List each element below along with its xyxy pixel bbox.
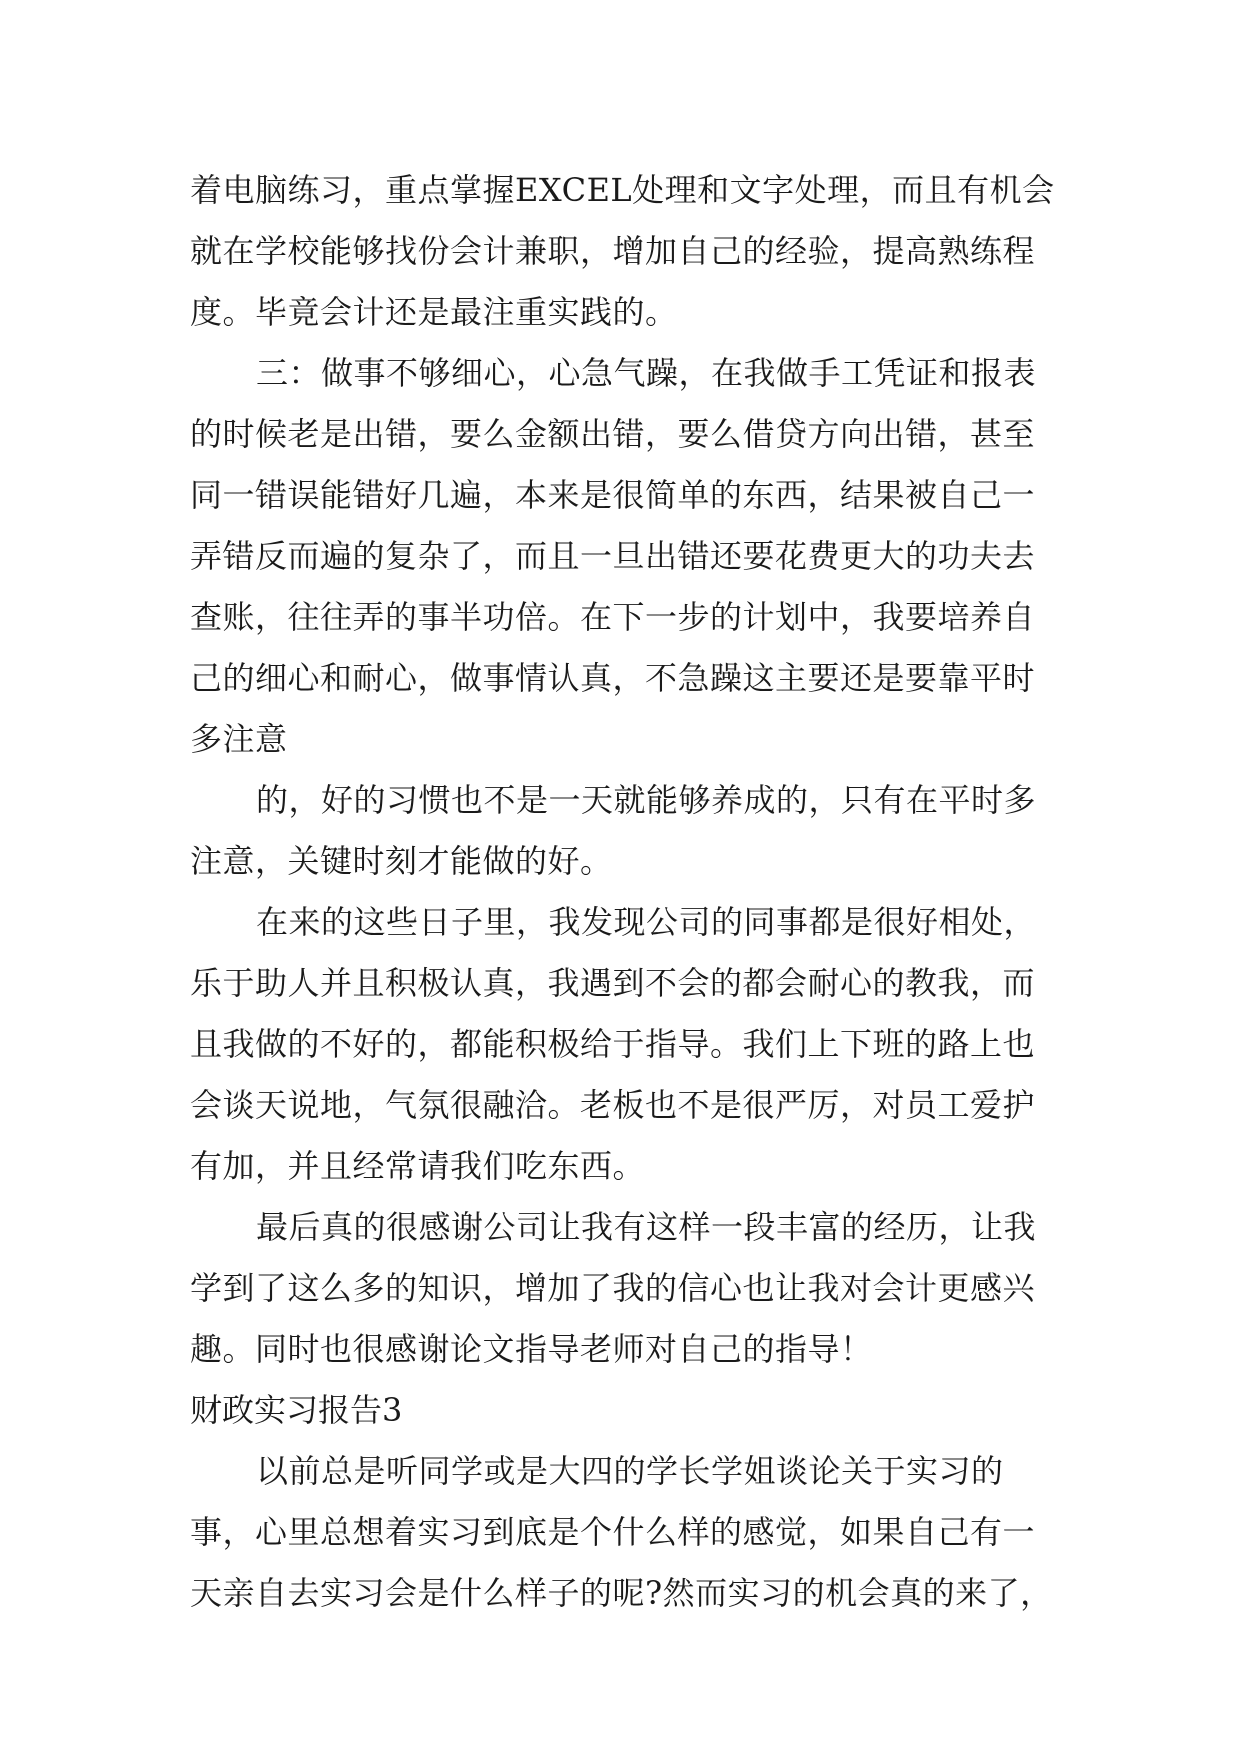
text-line: 的，好的习惯也不是一天就能够养成的，只有在平时多 [256,781,1037,819]
text-line: 有加，并且经常请我们吃东西。 [190,1147,646,1185]
text-line: 事，心里总想着实习到底是个什么样的感觉，如果自己有一 [190,1513,1036,1551]
text-line: 在来的这些日子里，我发现公司的同事都是很好相处， [256,903,1037,941]
text-line: 查账，往往弄的事半功倍。在下一步的计划中，我要培养自 [190,598,1036,636]
text-line: 着电脑练习，重点掌握EXCEL处理和文字处理，而且有机会 [190,171,1055,209]
text-line: 多注意 [190,720,288,758]
text-line: 就在学校能够找份会计兼职，增加自己的经验，提高熟练程 [190,232,1036,270]
text-line: 乐于助人并且积极认真，我遇到不会的都会耐心的教我，而 [190,964,1036,1002]
text-line: 会谈天说地，气氛很融洽。老板也不是很严厉，对员工爱护 [190,1086,1036,1124]
text-line: 同一错误能错好几遍，本来是很简单的东西，结果被自己一 [190,476,1036,514]
text-line: 最后真的很感谢公司让我有这样一段丰富的经历，让我 [256,1208,1037,1246]
text-line: 且我做的不好的，都能积极给于指导。我们上下班的路上也 [190,1025,1036,1063]
text-line: 的时候老是出错，要么金额出错，要么借贷方向出错，甚至 [190,415,1036,453]
text-line: 三：做事不够细心，心急气躁，在我做手工凭证和报表 [256,354,1037,392]
section-heading: 财政实习报告3 [190,1391,403,1429]
text-line: 注意，关键时刻才能做的好。 [190,842,613,880]
text-line: 以前总是听同学或是大四的学长学姐谈论关于实习的 [256,1452,1004,1490]
text-line: 己的细心和耐心，做事情认真，不急躁这主要还是要靠平时 [190,659,1036,697]
text-line: 学到了这么多的知识，增加了我的信心也让我对会计更感兴 [190,1269,1036,1307]
text-line: 趣。同时也很感谢论文指导老师对自己的指导！ [190,1330,873,1368]
text-line: 弄错反而遍的复杂了，而且一旦出错还要花费更大的功夫去 [190,537,1036,575]
text-line: 度。毕竟会计还是最注重实践的。 [190,293,678,331]
text-line: 天亲自去实习会是什么样子的呢?然而实习的机会真的来了， [190,1574,1053,1612]
